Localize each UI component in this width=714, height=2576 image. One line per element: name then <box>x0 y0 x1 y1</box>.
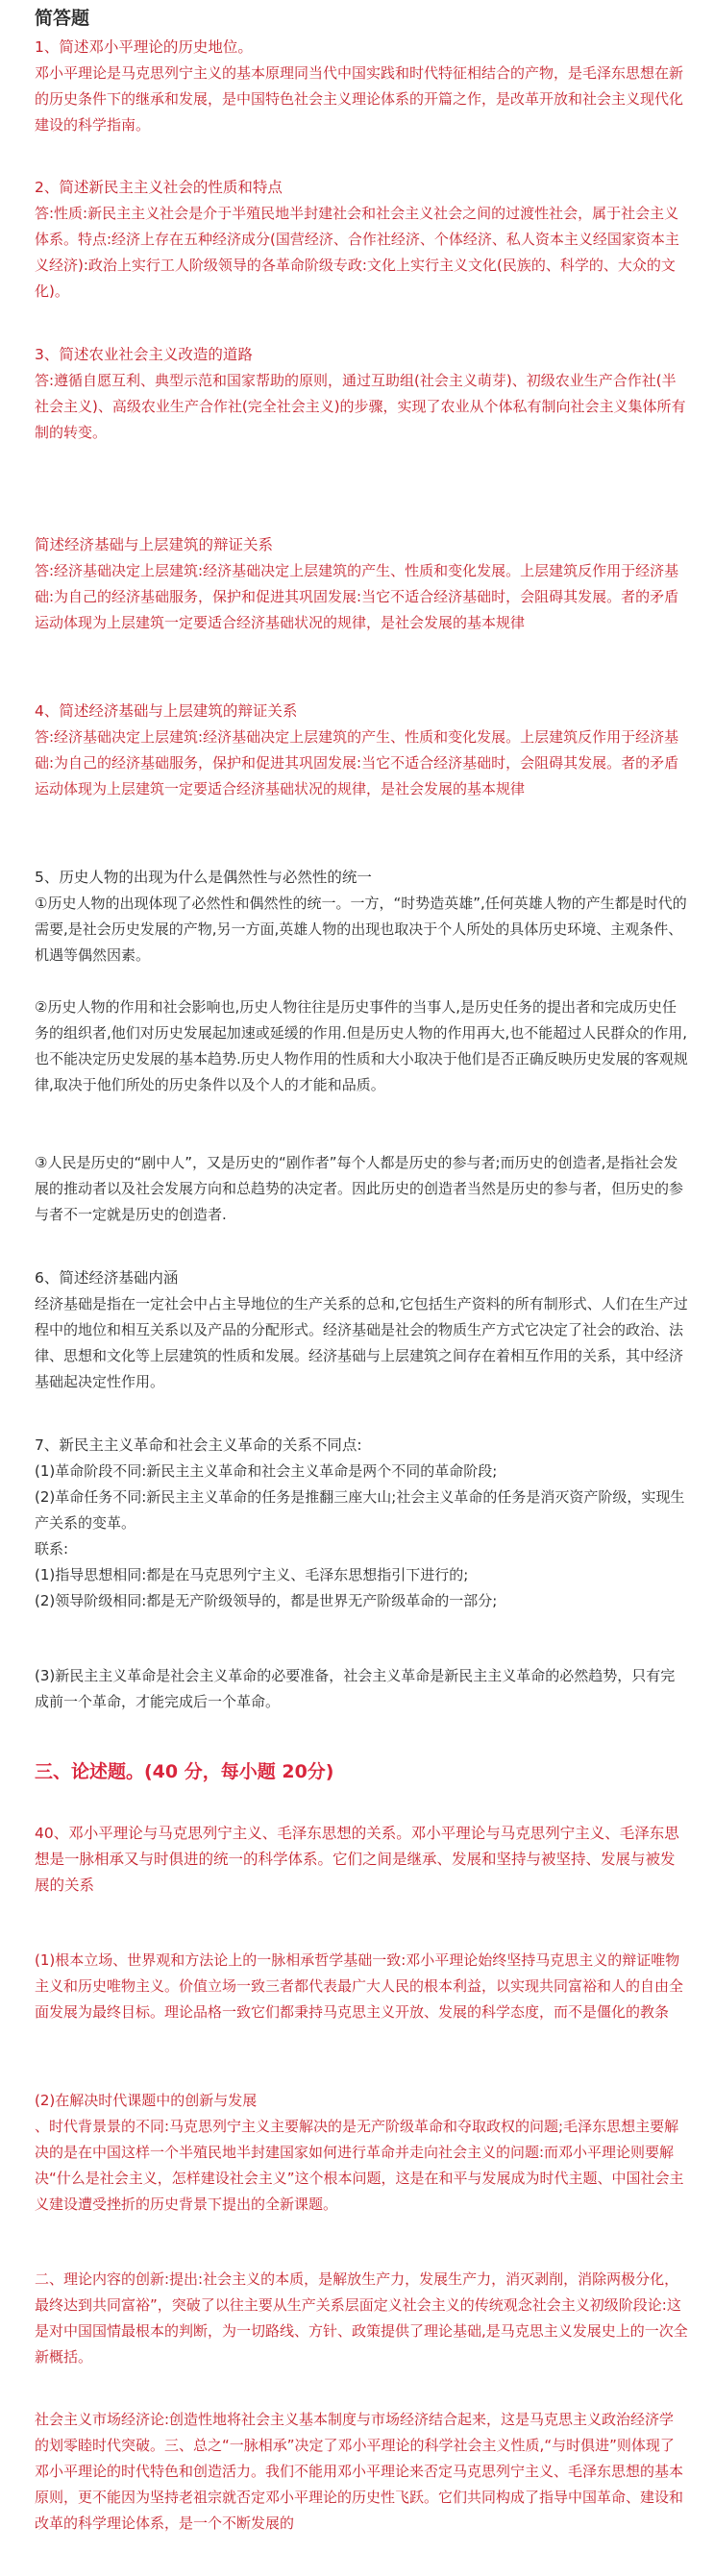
question-2: 2、简述新民主主义社会的性质和特点 <box>35 179 283 196</box>
question-6: 6、简述经济基础内涵 <box>35 1269 179 1287</box>
question-5: 5、历史人物的出现为什么是偶然性与必然性的统一 <box>35 869 372 886</box>
answer-7-connection-label: 联系: <box>35 1540 69 1558</box>
answer-4: 答:经济基础决定上层建筑:经济基础决定上层建筑的产生、性质和变化发展。上层建筑反作用于经济基础:为自己的经济基础服务，保护和促进其巩固发展:当它不适合经济基础时，会阻碍其发展。者的矛盾运动体现为上层建筑一定要适合经济基础状况的规律，是社会发展的基本规律 <box>35 728 679 797</box>
answer-2: 答:性质:新民主主义社会是介于半殖民地半封建社会和社会主义社会之间的过渡性社会，属于社会主义体系。特点:经济上存在五种经济成分(国营经济、合作社经济、个体经济、私人资本主义经国家资本主义经济):政治上实行工人阶级领导的各革命阶级专政:文化上实行主义文化(民族的、科学的、大众的文化)。 <box>35 205 679 300</box>
question-7: 7、新民主主义革命和社会主义革命的关系不同点: <box>35 1436 362 1454</box>
question-1: 1、简述邓小平理论的历史地位。 <box>35 38 253 56</box>
answer-40-paragraph-3: 、时代背景景的不同:马克思列宁主义主要解决的是无产阶级革命和夺取政权的问题;毛泽东思想主要解决的是在中国这样一个半殖民地半封建国家如何进行革命并走向社会主义的问题:而邓小平理论则要解决“什么是社会主义，怎样建设社会主义”这个根本问题，这是在和平与发展成为时代主题、中国社会主义建设遭受挫折的历史背景下提出的全新课题。 <box>35 2118 684 2213</box>
answer-6: 经济基础是指在一定社会中占主导地位的生产关系的总和,它包括生产资料的所有制形式、人们在生产过程中的地位和相互关系以及产品的分配形式。经济基础是社会的物质生产方式它决定了社会的政治、法律、思想和文化等上层建筑的性质和发展。经济基础与上层建筑之间存在着相互作用的关系，其中经济基础起决定性作用。 <box>35 1295 688 1390</box>
question-3: 3、简述农业社会主义改造的道路 <box>35 346 253 363</box>
section-title-essay: 三、论述题。(40 分，每小题 20分) <box>35 1761 334 1782</box>
answer-7-connection-3: (3)新民主主义革命是社会主义革命的必要准备，社会主义革命是新民主主义革命的必然趋势，只有完成前一个革命，才能完成后一个革命。 <box>35 1667 676 1710</box>
question-4: 4、简述经济基础与上层建筑的辩证关系 <box>35 702 298 720</box>
answer-1: 邓小平理论是马克思列宁主义的基本原理同当代中国实践和时代特征相结合的产物，是毛泽东思想在新的历史条件下的继承和发展，是中国特色社会主义理论体系的开篇之作，是改革开放和社会主义现代化建设的科学指南。 <box>35 64 684 134</box>
answer-40-paragraph-5: 社会主义市场经济论:创造性地将社会主义基本制度与市场经济结合起来，这是马克思主义政治经济学的划零睦时代突破。三、总之“一脉相承”决定了邓小平理论的科学社会主义性质,“与时俱进”则体现了邓小平理论的时代特色和创造活力。我们不能用邓小平理论来否定马克思列宁主义、毛泽东思想的基本原则，更不能因为坚持老祖宗就否定邓小平理论的历史性飞跃。它们共同构成了指导中国革命、建设和改革的科学理论体系，是一个不断发展的 <box>35 2411 684 2532</box>
question-base-superstructure: 简述经济基础与上层建筑的辩证关系 <box>35 536 274 553</box>
answer-40-paragraph-4: 二、理论内容的创新:提出:社会主义的本质，是解放生产力，发展生产力，消灭剥削，消除两极分化，最终达到共同富裕”，突破了以往主要从生产关系层面定义社会主义的传统观念社会主义初级阶段论:这是对中国国情最根本的判断，为一切路线、方针、政策提供了理论基础,是马克思主义发展史上的一次全新概括。 <box>35 2270 688 2366</box>
answer-7-connection-1: (1)指导思想相同:都是在马克思列宁主义、毛泽东思想指引下进行的; <box>35 1566 469 1583</box>
section-title-short-answer: 简答题 <box>35 8 90 29</box>
question-40: 40、邓小平理论与马克思列宁主义、毛泽东思想的关系。邓小平理论与马克思列宁主义、毛泽东思想是一脉相承又与时俱进的统一的科学体系。它们之间是继承、发展和坚持与被坚持、发展与被发展的关系 <box>35 1825 679 1894</box>
answer-7-difference-1: (1)革命阶段不同:新民主主义革命和社会主义革命是两个不同的革命阶段; <box>35 1462 498 1480</box>
answer-7-connection-2: (2)领导阶级相同:都是无产阶级领导的，都是世界无产阶级革命的一部分; <box>35 1592 498 1609</box>
answer-base-superstructure: 答:经济基础决定上层建筑:经济基础决定上层建筑的产生、性质和变化发展。上层建筑反作用于经济基础:为自己的经济基础服务，保护和促进其巩固发展:当它不适合经济基础时，会阻碍其发展。者的矛盾运动体现为上层建筑一定要适合经济基础状况的规律，是社会发展的基本规律 <box>35 562 679 631</box>
answer-7-difference-2: (2)革命任务不同:新民主主义革命的任务是推翻三座大山;社会主义革命的任务是消灭资产阶级，实现生产关系的变革。 <box>35 1488 685 1532</box>
answer-5-paragraph-1: ①历史人物的出现体现了必然性和偶然性的统一。一方，“时势造英雄”,任何英雄人物的产生都是时代的需要,是社会历史发展的产物,另一方面,英雄人物的出现也取决于个人所处的具体历史环境、主观条件、机遇等偶然因素。 <box>35 895 687 964</box>
answer-5-paragraph-3: ③人民是历史的“剧中人”，又是历史的“剧作者”每个人都是历史的参与者;而历史的创造者,是指社会发展的推动者以及社会发展方向和总趋势的决定者。因此历史的创造者当然是历史的参与者，但历史的参与者不一定就是历史的创造者. <box>35 1154 684 1223</box>
answer-40-paragraph-1: (1)根本立场、世界观和方法论上的一脉相承哲学基础一致:邓小平理论始终坚持马克思主义的辩证唯物主义和历史唯物主义。价值立场一致三者都代表最广大人民的根本利益，以实现共同富裕和人的自由全面发展为最终目标。理论品格一致它们都秉持马克思主义开放、发展的科学态度，而不是僵化的教条 <box>35 1951 684 2021</box>
answer-40-paragraph-2: (2)在解决时代课题中的创新与发展 <box>35 2092 258 2109</box>
answer-3: 答:遵循自愿互利、典型示范和国家帮助的原则，通过互助组(社会主义萌芽)、初级农业生产合作社(半社会主义)、高级农业生产合作社(完全社会主义)的步骤，实现了农业从个体私有制向社会主义集体所有制的转变。 <box>35 372 686 441</box>
answer-5-paragraph-2: ②历史人物的作用和社会影响也,历史人物往往是历史事件的当事人,是历史任务的提出者和完成历史任务的组织者,他们对历史发展起加速或延缓的作用.但是历史人物的作用再大,也不能超过人民群众的作用,也不能决定历史发展的基本趋势.历史人物作用的性质和大小取决于他们是否正确反映历史发展的客观规律,取决于他们所处的历史条件以及个人的才能和品质。 <box>35 998 688 1093</box>
